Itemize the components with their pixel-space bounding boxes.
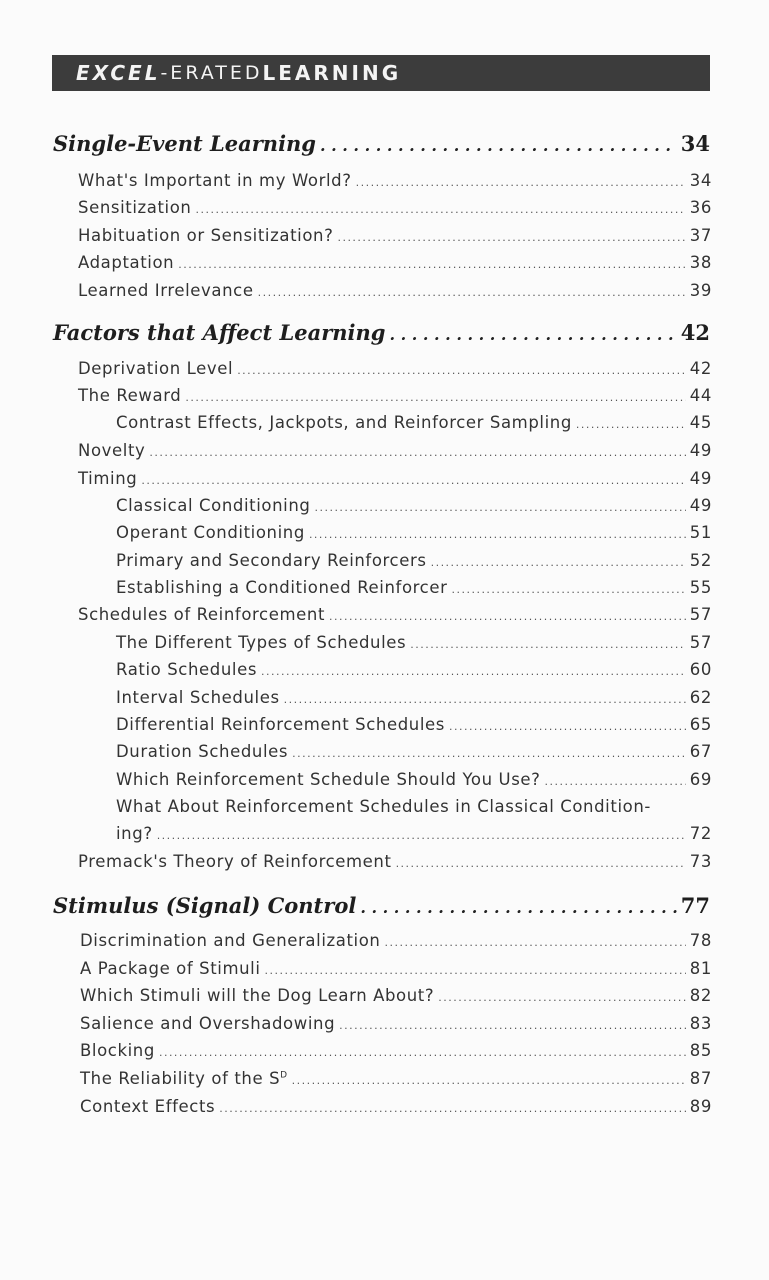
entry-title-text: The Reliability of the S	[80, 1069, 281, 1088]
toc-entry[interactable]	[78, 281, 712, 300]
dot-leader	[339, 1019, 686, 1032]
entry-title: Habituation or Sensitization?	[78, 226, 334, 245]
entry-page: 89	[689, 1097, 712, 1116]
toc-entry[interactable]	[78, 359, 712, 378]
toc-subentry[interactable]	[116, 660, 712, 679]
running-header	[52, 55, 710, 91]
entry-page: 38	[689, 253, 712, 272]
dot-leader	[356, 176, 686, 189]
dot-leader	[178, 258, 686, 271]
entry-title: Establishing a Conditioned Reinforcer	[116, 578, 448, 597]
dot-leader	[149, 446, 685, 459]
dot-leader	[438, 991, 686, 1004]
entry-page: 55	[689, 578, 712, 597]
toc-subentry[interactable]	[116, 770, 712, 789]
toc-entry[interactable]	[80, 1041, 712, 1060]
toc-entry[interactable]	[78, 226, 712, 245]
entry-title: Interval Schedules	[116, 688, 280, 707]
header-erated: -ERATED	[160, 62, 263, 84]
toc-subentry[interactable]	[116, 824, 712, 843]
entry-page: 83	[689, 1014, 712, 1033]
dot-leader	[237, 364, 686, 377]
toc-subentry[interactable]	[116, 578, 712, 597]
entry-page: 57	[689, 605, 712, 624]
entry-page: 42	[689, 359, 712, 378]
dot-leader	[545, 775, 686, 788]
dot-leader	[265, 964, 686, 977]
section-title: Factors that Affect Learning	[53, 320, 386, 345]
dot-leader	[141, 474, 685, 487]
toc-entry[interactable]	[78, 386, 712, 405]
dot-leader	[292, 747, 686, 760]
entry-page: 72	[689, 824, 712, 843]
header-excel: EXCEL	[76, 61, 161, 85]
entry-page: 65	[689, 715, 712, 734]
dot-leader	[219, 1102, 686, 1115]
entry-page: 62	[689, 688, 712, 707]
entry-title: Differential Reinforcement Schedules	[116, 715, 445, 734]
entry-title	[80, 1069, 288, 1088]
toc-entry[interactable]	[80, 1069, 712, 1088]
dot-leader	[451, 583, 685, 596]
entry-title: Salience and Overshadowing	[80, 1014, 336, 1033]
entry-title: Contrast Effects, Jackpots, and Reinforcer Sampling	[116, 413, 572, 432]
section-page: 42	[680, 320, 710, 345]
dot-leader	[261, 665, 686, 678]
dot-leader	[185, 391, 685, 404]
toc-section-heading[interactable]	[53, 893, 710, 918]
entry-page: 81	[689, 959, 712, 978]
dot-leader	[360, 898, 676, 917]
entry-title: Ratio Schedules	[116, 660, 258, 679]
entry-title: Which Reinforcement Schedule Should You Use?	[116, 770, 541, 789]
entry-title: Timing	[78, 469, 138, 488]
entry-page: 60	[689, 660, 712, 679]
toc-section-heading[interactable]	[53, 320, 710, 345]
entry-page: 73	[689, 852, 712, 871]
toc-entry[interactable]	[80, 1097, 712, 1116]
dot-leader	[449, 720, 686, 733]
dot-leader	[389, 325, 676, 344]
entry-page: 45	[689, 413, 712, 432]
entry-title: Which Stimuli will the Dog Learn About?	[80, 986, 435, 1005]
toc-entry[interactable]	[80, 931, 712, 950]
dot-leader	[284, 693, 686, 706]
toc-entry[interactable]	[78, 198, 712, 217]
dot-leader	[320, 136, 677, 155]
superscript-d: D	[280, 1070, 288, 1081]
entry-page: 57	[689, 633, 712, 652]
entry-page: 69	[689, 770, 712, 789]
entry-title: Duration Schedules	[116, 742, 289, 761]
entry-page: 85	[689, 1041, 712, 1060]
header-learning: LEARNING	[262, 61, 402, 85]
toc-section-heading[interactable]	[53, 131, 710, 156]
toc-entry[interactable]	[78, 441, 712, 460]
entry-page: 78	[689, 931, 712, 950]
entry-title: A Package of Stimuli	[80, 959, 261, 978]
entry-page: 44	[689, 386, 712, 405]
entry-page: 49	[689, 441, 712, 460]
entry-page: 39	[689, 281, 712, 300]
entry-page: 34	[689, 171, 712, 190]
entry-title: Context Effects	[80, 1097, 216, 1116]
toc-entry[interactable]	[78, 605, 712, 624]
toc-subentry[interactable]	[116, 742, 712, 761]
entry-title: Blocking	[80, 1041, 155, 1060]
entry-page: 52	[689, 551, 712, 570]
dot-leader	[337, 231, 685, 244]
dot-leader	[314, 501, 685, 514]
dot-leader	[431, 556, 686, 569]
entry-title: Discrimination and Generalization	[80, 931, 381, 950]
entry-page: 82	[689, 986, 712, 1005]
entry-title: What's Important in my World?	[78, 171, 352, 190]
entry-title: Primary and Secondary Reinforcers	[116, 551, 427, 570]
dot-leader	[410, 638, 686, 651]
toc-entry[interactable]	[80, 1014, 712, 1033]
entry-title: Classical Conditioning	[116, 496, 311, 515]
dot-leader	[576, 418, 686, 431]
entry-title: Operant Conditioning	[116, 523, 305, 542]
entry-title: Sensitization	[78, 198, 192, 217]
dot-leader	[309, 528, 686, 541]
entry-title: ing?	[116, 824, 153, 843]
entry-title: Adaptation	[78, 253, 175, 272]
toc-entry[interactable]	[78, 852, 712, 871]
toc-entry[interactable]	[78, 469, 712, 488]
entry-page: 49	[689, 496, 712, 515]
dot-leader	[384, 936, 685, 949]
section-title: Single-Event Learning	[53, 131, 316, 156]
dot-leader	[396, 857, 686, 870]
dot-leader	[157, 829, 686, 842]
toc-entry[interactable]	[78, 171, 712, 190]
entry-title: Learned Irrelevance	[78, 281, 254, 300]
dot-leader	[159, 1046, 686, 1059]
entry-title: Premack's Theory of Reinforcement	[78, 852, 392, 871]
entry-page: 87	[689, 1069, 712, 1088]
dot-leader	[258, 286, 686, 299]
toc-subentry[interactable]	[116, 715, 712, 734]
toc-subentry[interactable]	[116, 633, 712, 652]
entry-title: The Reward	[78, 386, 182, 405]
entry-page: 37	[689, 226, 712, 245]
dot-leader	[292, 1074, 686, 1087]
entry-title: Deprivation Level	[78, 359, 234, 378]
toc-subentry[interactable]	[116, 413, 712, 432]
dot-leader	[196, 203, 686, 216]
entry-page: 36	[689, 198, 712, 217]
section-page: 77	[680, 893, 710, 918]
entry-title: The Different Types of Schedules	[116, 633, 407, 652]
entry-page: 67	[689, 742, 712, 761]
dot-leader	[329, 610, 686, 623]
entry-title: Novelty	[78, 441, 146, 460]
toc-subentry[interactable]	[116, 551, 712, 570]
toc-subentry[interactable]	[116, 523, 712, 542]
toc-subentry[interactable]	[116, 496, 712, 515]
entry-page: 49	[689, 469, 712, 488]
section-title: Stimulus (Signal) Control	[53, 893, 357, 918]
section-page: 34	[680, 131, 710, 156]
toc-entry[interactable]	[80, 986, 712, 1005]
toc-subentry-line1[interactable]: What About Reinforcement Schedules in Classical Condition-	[116, 797, 651, 816]
toc-entry[interactable]	[78, 253, 712, 272]
toc-entry[interactable]	[80, 959, 712, 978]
entry-page: 51	[689, 523, 712, 542]
toc-subentry[interactable]	[116, 688, 712, 707]
entry-title: Schedules of Reinforcement	[78, 605, 326, 624]
